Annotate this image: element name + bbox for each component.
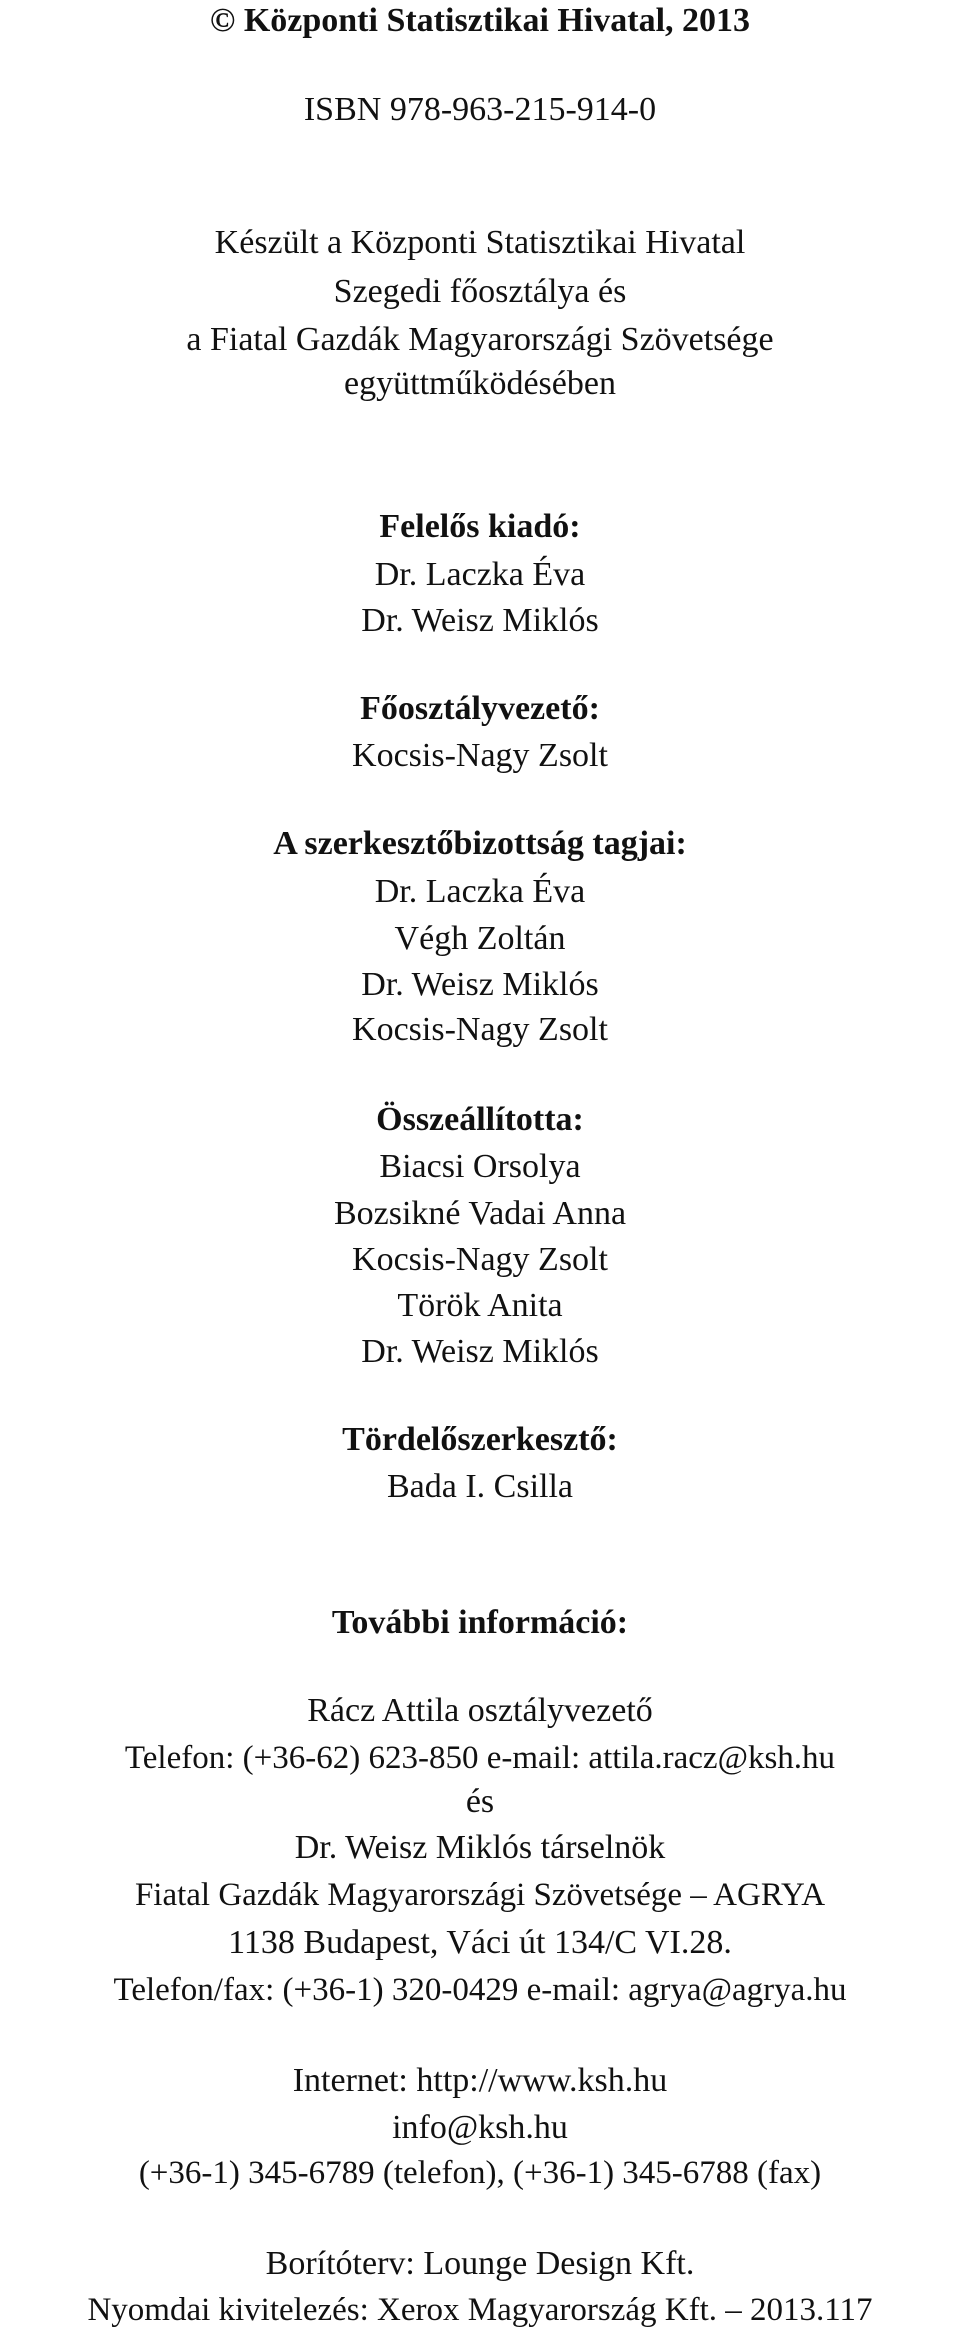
- cover-design-line: Borítóterv: Lounge Design Kft.: [265, 2245, 695, 2282]
- prepared-by-line-1: Készült a Központi Statisztikai Hivatal: [214, 224, 746, 261]
- editorial-board-name-2: Végh Zoltán: [394, 920, 566, 957]
- publisher-heading: Felelős kiadó:: [379, 508, 581, 545]
- compiled-by-name-3: Kocsis-Nagy Zsolt: [352, 1241, 608, 1278]
- layout-editor-name: Bada I. Csilla: [386, 1468, 574, 1505]
- further-info-line-2: Telefon: (+36-62) 623-850 e-mail: attila.racz@ksh.hu: [124, 1740, 836, 1776]
- contact-internet: Internet: http://www.ksh.hu: [292, 2062, 668, 2099]
- further-info-line-7: Telefon/fax: (+36-1) 320-0429 e-mail: agrya@agrya.hu: [113, 1972, 847, 2008]
- compiled-by-name-5: Dr. Weisz Miklós: [361, 1333, 599, 1370]
- prepared-by-line-3: a Fiatal Gazdák Magyarországi Szövetsége: [186, 321, 774, 358]
- editorial-board-heading: A szerkesztőbizottság tagjai:: [273, 825, 687, 862]
- compiled-by-heading: Összeállította:: [376, 1101, 584, 1138]
- further-info-line-5: Fiatal Gazdák Magyarországi Szövetsége – AGRYA: [134, 1877, 826, 1913]
- copyright-line: © Központi Statisztikai Hivatal, 2013: [209, 2, 751, 39]
- contact-phone-fax: (+36-1) 345-6789 (telefon), (+36-1) 345-6788 (fax): [138, 2155, 822, 2191]
- compiled-by-name-1: Biacsi Orsolya: [379, 1148, 581, 1185]
- layout-editor-heading: Tördelőszerkesztő:: [342, 1421, 618, 1458]
- further-info-line-6: 1138 Budapest, Váci út 134/C VI.28.: [228, 1924, 732, 1961]
- prepared-by-line-4: együttműködésében: [344, 365, 616, 402]
- further-info-line-4: Dr. Weisz Miklós társelnök: [294, 1829, 666, 1866]
- editorial-board-name-1: Dr. Laczka Éva: [374, 873, 586, 910]
- printing-line: Nyomdai kivitelezés: Xerox Magyarország Kft. – 2013.117: [87, 2292, 873, 2328]
- publisher-name-1: Dr. Laczka Éva: [374, 556, 586, 593]
- further-info-heading: További információ:: [331, 1604, 629, 1641]
- compiled-by-name-4: Török Anita: [397, 1287, 563, 1324]
- prepared-by-line-2: Szegedi főosztálya és: [333, 273, 627, 310]
- isbn-line: ISBN 978-963-215-914-0: [303, 91, 657, 128]
- contact-email: info@ksh.hu: [392, 2109, 568, 2146]
- head-of-department-name: Kocsis-Nagy Zsolt: [352, 737, 608, 774]
- compiled-by-name-2: Bozsikné Vadai Anna: [333, 1195, 627, 1232]
- head-of-department-heading: Főosztályvezető:: [360, 690, 600, 727]
- editorial-board-name-4: Kocsis-Nagy Zsolt: [352, 1011, 608, 1048]
- publisher-name-2: Dr. Weisz Miklós: [361, 602, 599, 639]
- further-info-line-3: és: [465, 1783, 495, 1820]
- editorial-board-name-3: Dr. Weisz Miklós: [361, 966, 599, 1003]
- further-info-line-1: Rácz Attila osztályvezető: [307, 1692, 653, 1729]
